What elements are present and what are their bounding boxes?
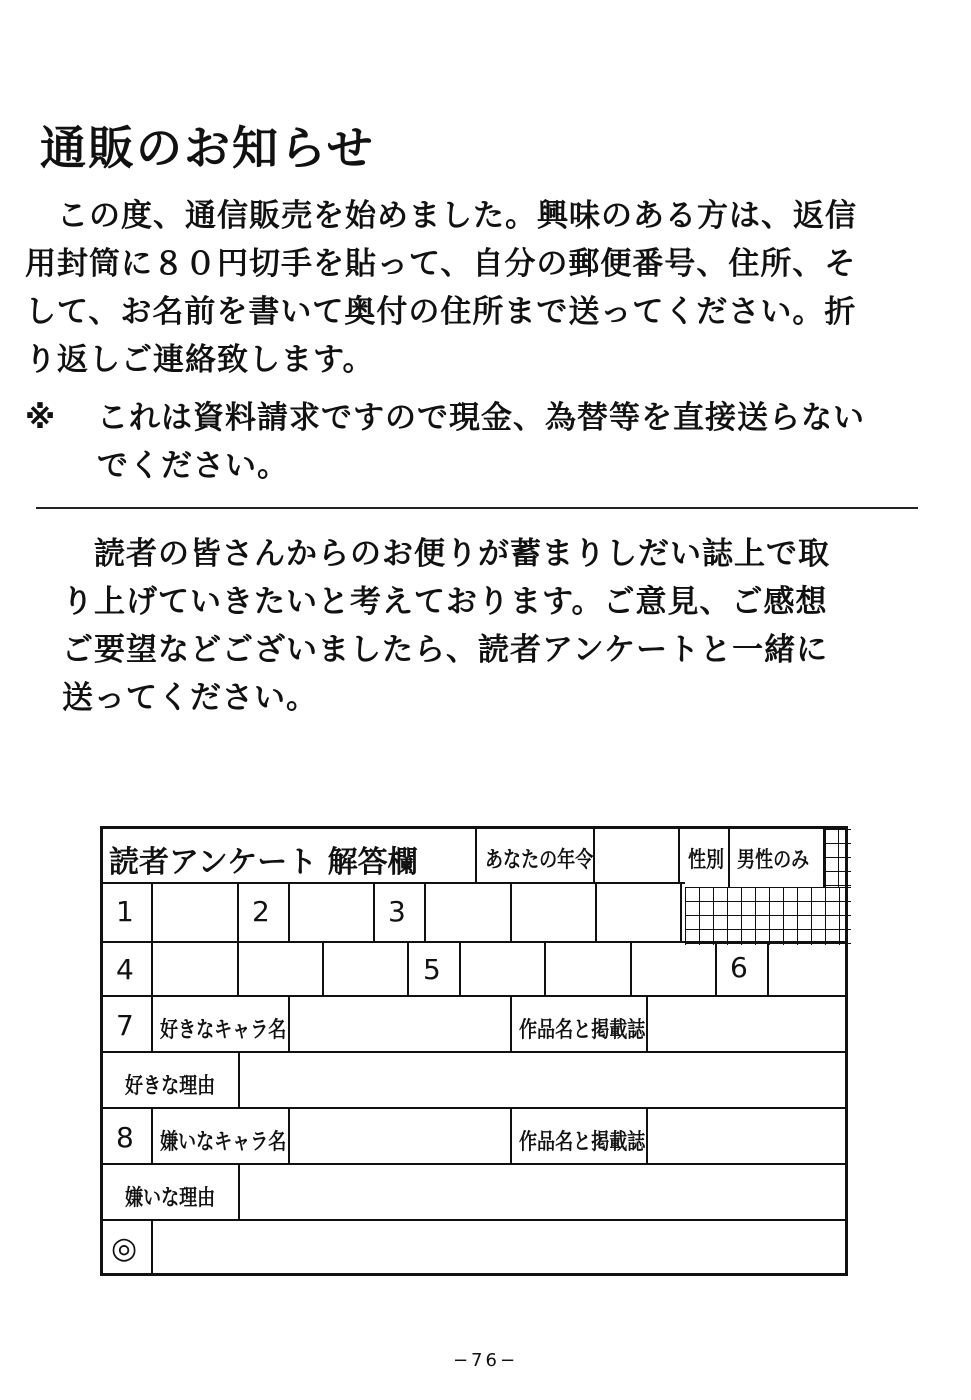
row-line [103, 1107, 848, 1109]
col-line [288, 882, 290, 941]
col-line [373, 882, 375, 941]
col-line [475, 829, 477, 882]
col-line [151, 995, 153, 1051]
col-line [595, 882, 597, 941]
gender-checkbox-grid[interactable] [685, 887, 851, 945]
note-text [97, 394, 865, 490]
col-line [151, 1107, 153, 1163]
notice-line: り返しご連絡致します。 [25, 342, 375, 378]
question-number-8: 8 [116, 1121, 134, 1154]
row-line [103, 1051, 848, 1053]
notice-body [25, 192, 857, 384]
question-number-3: 3 [388, 895, 406, 928]
col-line [510, 1107, 512, 1163]
letters-line: ご要望などございましたら、読者アンケートと一緒に [62, 632, 829, 668]
letters-line: 読者の皆さんからのお便りが蓄まりしだい誌上で取 [62, 536, 830, 572]
col-line [237, 941, 239, 995]
col-line [237, 882, 239, 941]
row-line [103, 995, 848, 997]
col-line [646, 1107, 648, 1163]
question-number-5: 5 [423, 953, 441, 986]
question-number-7: 7 [116, 1009, 134, 1042]
col-line [288, 1107, 290, 1163]
disliked-reason-label: 嫌いな理由 [125, 1186, 216, 1211]
col-line [767, 941, 769, 995]
note-line: これは資料請求ですので現金、為替等を直接送らない [97, 400, 865, 436]
disliked-character-label: 嫌いなキャラ名 [160, 1130, 287, 1155]
col-line [424, 882, 426, 941]
col-line [288, 995, 290, 1051]
male-only-checkbox-grid[interactable] [825, 829, 851, 887]
favorite-reason-label: 好きな理由 [125, 1074, 216, 1099]
row-line [103, 882, 685, 884]
title-magazine-label: 作品名と掲載誌 [519, 1018, 646, 1043]
row-line [103, 1163, 848, 1165]
col-line [646, 995, 648, 1051]
title-magazine-label-2: 作品名と掲載誌 [519, 1130, 646, 1155]
letters-line: り上げていきたいと考えております。ご意見、ご感想 [62, 584, 828, 620]
col-line [544, 941, 546, 995]
col-line [510, 995, 512, 1051]
gender-label: 性別 [688, 848, 725, 873]
col-line [322, 941, 324, 995]
notice-line: 用封筒に８０円切手を貼って、自分の郵便番号、住所、そ [25, 246, 857, 282]
letters-body [62, 530, 830, 722]
page-title: 通販のお知らせ [40, 121, 375, 175]
notice-line: この度、通信販売を始めました。興味のある方は、返信 [25, 198, 857, 234]
col-line [510, 882, 512, 941]
row-line [103, 1219, 848, 1221]
notice-line: して、お名前を書いて奥付の住所まで送ってください。折 [25, 294, 857, 330]
section-divider [36, 507, 918, 509]
comment-mark: ◎ [111, 1231, 138, 1266]
col-line [593, 829, 595, 882]
page-number: −76− [452, 1350, 519, 1371]
letters-line: 送ってください。 [62, 680, 318, 716]
question-number-1: 1 [116, 895, 134, 928]
note-line: でください。 [97, 448, 289, 484]
col-line [238, 1163, 240, 1219]
male-only-label: 男性のみ [737, 848, 810, 873]
col-line [630, 941, 632, 995]
col-line [151, 882, 153, 995]
question-number-2: 2 [252, 895, 270, 928]
col-line [715, 941, 717, 995]
question-number-4: 4 [116, 953, 134, 986]
note-mark: ※ [25, 400, 56, 436]
col-line [407, 941, 409, 995]
question-number-6: 6 [730, 951, 748, 984]
col-line [151, 1219, 153, 1276]
col-line [459, 941, 461, 995]
col-line [728, 829, 730, 887]
col-line [238, 1051, 240, 1107]
survey-answer-form [100, 826, 848, 1276]
col-line [680, 882, 682, 941]
col-line [678, 829, 680, 882]
favorite-character-label: 好きなキャラ名 [160, 1018, 287, 1043]
form-header: 読者アンケート 解答欄 [109, 845, 418, 880]
age-label: あなたの年令 [485, 848, 594, 873]
